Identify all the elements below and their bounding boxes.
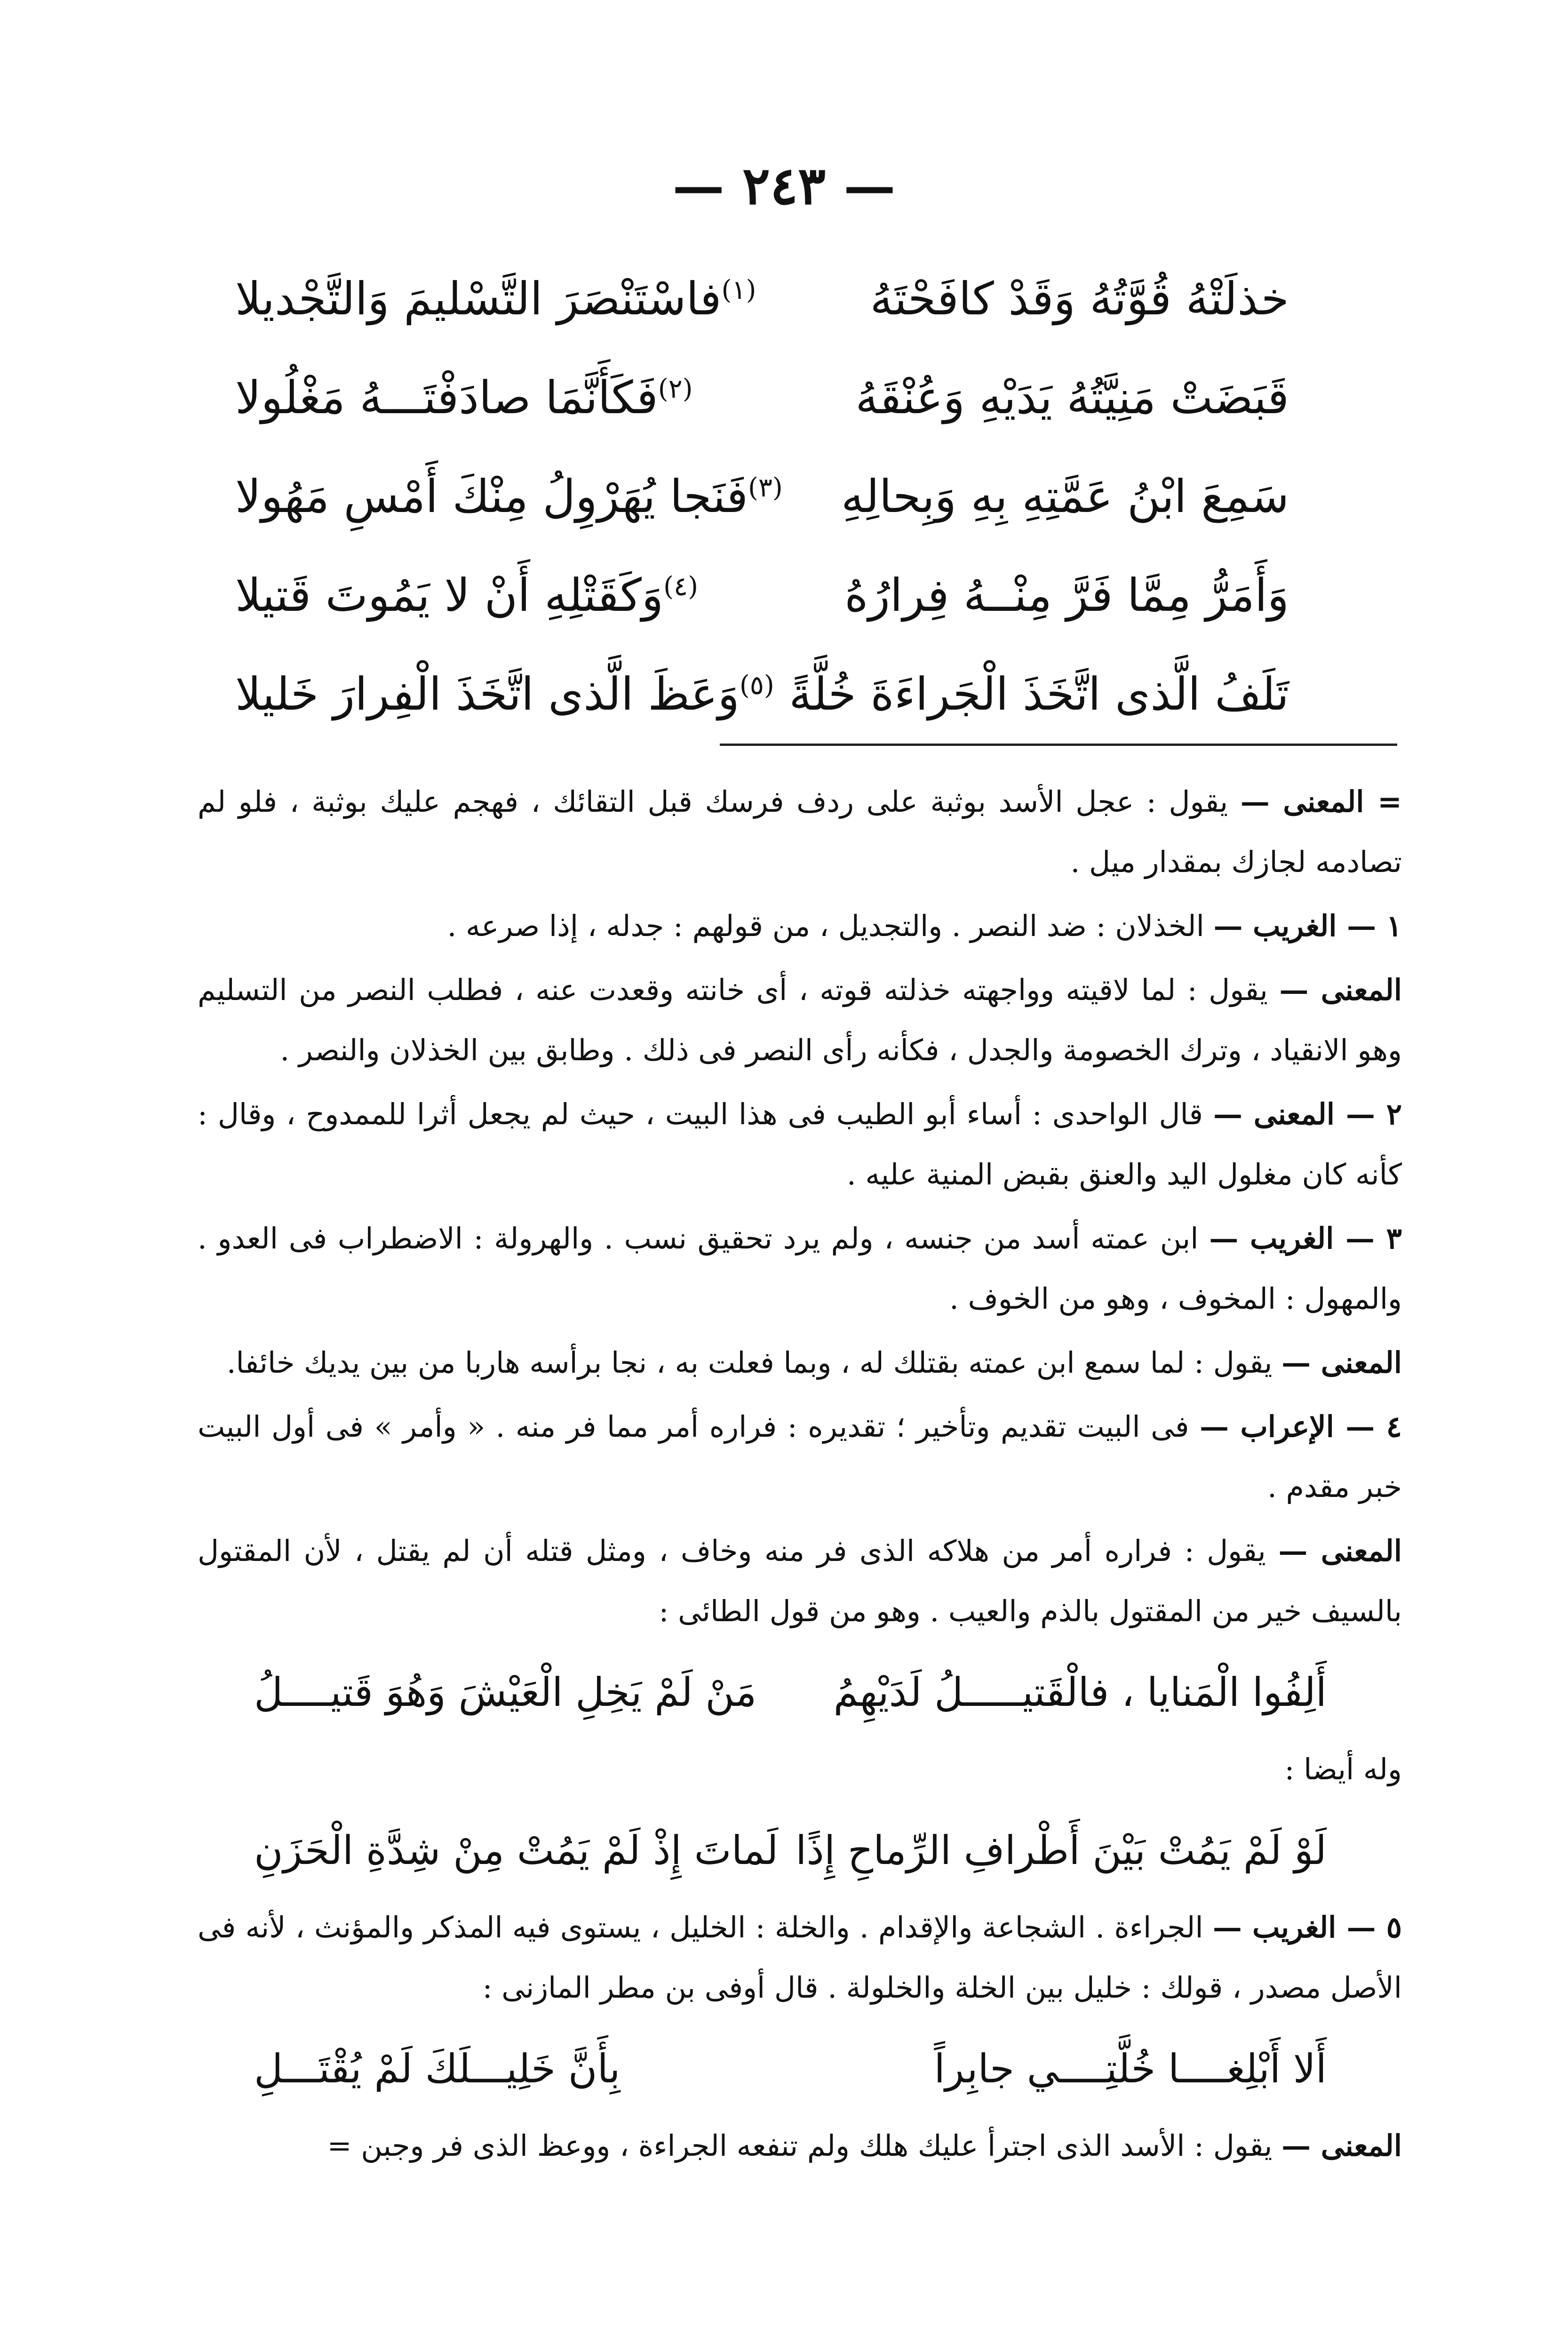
verse	[235, 348, 1289, 447]
cited-second-hemistich: بِأَنَّ خَلِيـــلَكَ لَمْ يُقْتَـــلِ	[254, 2046, 621, 2092]
verse	[235, 447, 1289, 546]
entry-text: قال الواحدى : أساء أبو الطيب فى هذا البيت ، حيث لم يجعل أثرا للممدوح ، وقال : كأنه كان مغلول اليد والعنق بقبض المنية عليه .	[198, 1097, 1402, 1192]
cited-verse	[198, 1645, 1402, 1739]
commentary-paragraph	[198, 1521, 1402, 1641]
entry-lead: المعنى —	[1279, 973, 1402, 1007]
commentary-paragraph	[198, 1208, 1402, 1329]
entry-text: يقول : عجل الأسد بوثبة على ردف فرسك قبل التقائك ، فهجم عليك بوثبة ، فلو لم تصادمه لجازك بمقدار ميل .	[198, 784, 1402, 879]
hemistich-text: وَعَظَ الَّذى اتَّخَذَ الْفِرارَ خَليلا	[235, 668, 740, 720]
verse-first-hemistich: تَلَفُ الَّذى اتَّخَذَ الْجَراءَةَ خُلَّةً	[789, 668, 1289, 720]
verse	[235, 249, 1289, 348]
verse-first-hemistich: سَمِعَ ابْنُ عَمَّتِهِ بِهِ وَبِحالِهِ	[841, 470, 1289, 523]
also-label: وله أيضا :	[1284, 1752, 1402, 1786]
entry-text: يقول : الأسد الذى اجترأ عليك هلك ولم تنفعه الجراءة ، ووعظ الذى فر وجبن =	[327, 2128, 1273, 2163]
entry-text: ابن عمته أسد من جنسه ، ولم يرد تحقيق نسب . والهرولة : الاضطراب فى العدو . والمهول : المخوف ، وهو من الخوف .	[198, 1221, 1402, 1316]
commentary-paragraph	[198, 896, 1402, 956]
entry-text: يقول : لما سمع ابن عمته بقتلك له ، وبما فعلت به ، نجا برأسه هاربا من بين يديك خائفا.	[226, 1345, 1273, 1380]
verse-second-hemistich	[235, 371, 693, 424]
verse-first-hemistich: قَبَضَتْ مَنِيَّتُهُ يَدَيْهِ وَعُنْقَهُ	[855, 371, 1289, 424]
cited-verse	[198, 1803, 1402, 1897]
entry-lead: ٤ — الإعراب —	[1200, 1409, 1402, 1444]
commentary-paragraph	[198, 960, 1402, 1080]
footnote-marker: (٣)	[748, 472, 783, 503]
poem	[235, 249, 1289, 744]
footnote-marker: (٥)	[739, 670, 774, 701]
verse-second-hemistich	[235, 470, 783, 523]
entry-text: الجراءة . الشجاعة والإقدام . والخلة : الخليل ، يستوى فيه المذكر والمؤنث ، لأنه فى الأصل مصدر ، قولك : خليل بين الخلة والخلولة . قال أوفى بن مطر المازنى :	[198, 1910, 1402, 2005]
entry-text: يقول : لما لاقيته وواجهته خذلته قوته ، أى خانته وقعدت عنه ، فطلب النصر من التسليم وهو الانقياد ، وترك الخصومة والجدل ، فكأنه رأى النصر فى ذلك . وطابق بين الخذلان والنصر .	[198, 973, 1402, 1067]
hemistich-text: فَكَأَنَّمَا صادَفْتَـــهُ مَغْلُولا	[235, 371, 658, 424]
footnote-marker: (١)	[721, 275, 756, 305]
entry-text: يقول : فراره أمر من هلاكه الذى فر منه وخاف ، ومثل قتله أن لم يقتل ، لأن المقتول بالسيف خير من المقتول بالذم والعيب . وهو من قول الطائى :	[198, 1534, 1402, 1628]
entry-text: فى البيت تقديم وتأخير ؛ تقديره : فراره أمر مما فر منه . « وأمر » فى أول البيت خبر مقدم .	[198, 1409, 1402, 1504]
entry-lead: ١ — الغريب —	[1213, 909, 1402, 943]
commentary-paragraph	[198, 2116, 1402, 2176]
hemistich-text: فاسْتَنْصَرَ التَّسْليمَ وَالتَّجْديلا	[235, 272, 722, 325]
entry-lead: ٥ — الغريب —	[1212, 1910, 1402, 1944]
cited-second-hemistich: مَنْ لَمْ يَخِلِ الْعَيْشَ وَهُوَ قَتيــــلُ	[254, 1669, 757, 1715]
verse-second-hemistich	[235, 668, 774, 720]
cited-first-hemistich: لَوْ لَمْ يَمُتْ بَيْنَ أَطْرافِ الرِّماحِ إِذًا	[796, 1827, 1327, 1873]
verse-first-hemistich: وَأَمَرُّ مِمَّا فَرَّ مِنْــهُ فِرارُهُ	[844, 569, 1289, 622]
cited-verse	[198, 2022, 1402, 2116]
separator-rule	[720, 744, 1397, 746]
entry-lead: المعنى —	[1278, 1534, 1402, 1568]
cited-second-hemistich: لَماتَ إِذْ لَمْ يَمُتْ مِنْ شِدَّةِ الْحَزَنِ	[254, 1827, 779, 1873]
commentary-paragraph	[198, 1333, 1402, 1393]
commentary-paragraph	[198, 1084, 1402, 1205]
entry-lead: = المعنى —	[1240, 784, 1402, 819]
commentary-paragraph	[198, 1397, 1402, 1517]
entry-lead: ٢ — المعنى —	[1213, 1097, 1402, 1131]
verse-first-hemistich: خذلَتْهُ قُوَّتُهُ وَقَدْ كافَحْتَهُ	[870, 272, 1289, 325]
hemistich-text: فَنَجا يُهَرْوِلُ مِنْكَ أَمْسِ مَهُولا	[235, 470, 748, 523]
footnote-marker: (٢)	[658, 374, 693, 404]
verse	[235, 645, 1289, 744]
footnote-marker: (٤)	[663, 571, 698, 602]
verse-second-hemistich	[235, 272, 756, 325]
hemistich-text: وَكَقَتْلِهِ أَنْ لا يَمُوتَ قَتيلا	[235, 569, 664, 622]
verse	[235, 546, 1289, 645]
page-number: — ٢٤٣ —	[672, 155, 896, 216]
entry-text: الخذلان : ضد النصر . والتجديل ، من قولهم : جدله ، إذا صرعه .	[447, 909, 1204, 943]
cited-first-hemistich: أَلِفُوا الْمَنايا ، فالْقَتيـــــلُ لَدَيْهِمُ	[833, 1669, 1327, 1715]
entry-lead: ٣ — الغريب —	[1209, 1221, 1402, 1256]
verse-second-hemistich	[235, 569, 698, 622]
commentary-paragraph	[198, 1897, 1402, 2018]
commentary	[198, 772, 1402, 2180]
commentary-paragraph	[198, 772, 1402, 892]
entry-lead: المعنى —	[1281, 2128, 1402, 2163]
entry-lead: المعنى —	[1281, 1345, 1402, 1380]
cited-first-hemistich: أَلا أَبْلِغــــا خُلَّتِــــي جابِراً	[934, 2046, 1327, 2092]
